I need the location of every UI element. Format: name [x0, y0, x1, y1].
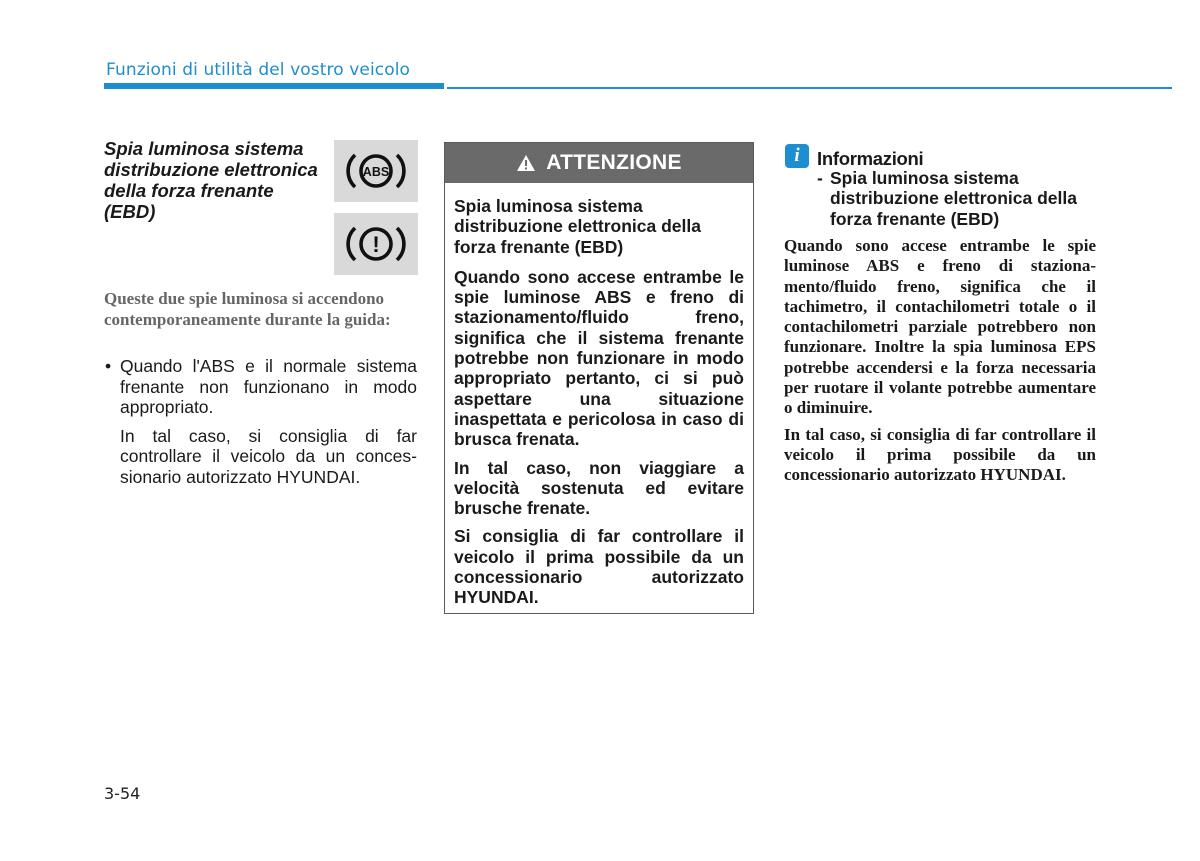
warning-body — [445, 183, 753, 608]
header-rule-thick — [104, 83, 444, 89]
info-subtitle-dash: - — [817, 168, 823, 188]
header-title: Funzioni di utilità del vostro veicolo — [106, 60, 411, 80]
brake-warning-light-icon — [334, 213, 418, 275]
brake-icon-label: ! — [372, 232, 380, 257]
info-title: Informazioni — [817, 148, 924, 169]
warning-box — [444, 142, 754, 614]
abs-warning-light-icon — [334, 140, 418, 202]
section-subheading: Spia luminosa sistema distribuzione elettronica della forza frenante (EBD) — [104, 138, 318, 222]
warning-paragraph: In tal caso, non viaggiare a velocità sostenuta ed evitare brusche frenate. — [454, 457, 744, 519]
info-subtitle — [817, 168, 1087, 229]
warning-paragraph: Quando sono accese entrambe le spie luminose ABS e freno di stazionamento/fluido freno, significa che il sistema frenante potrebbe non funzionare in modo appropriato pertanto, ci si può aspettare una situazione inaspettata e pericolosa in caso di brusca frenata. — [454, 266, 744, 450]
warning-triangle-icon — [516, 154, 536, 172]
bullet-continuation: In tal caso, si consiglia di far controllare il veicolo da un conces- sionario autorizzato HYUNDAI. — [120, 425, 417, 487]
bullet-list — [104, 356, 417, 487]
info-subtitle-text: Spia luminosa sistema distribuzione elettronica della forza frenante (EBD) — [830, 168, 1077, 229]
bullet-item: • Quando l'ABS e il normale sistema frenante non funzionano in modo appropriato. — [104, 356, 417, 418]
abs-icon-label: ABS — [362, 165, 390, 179]
intro-text: Queste due spie luminosa si accendono contemporaneamente durante la guida: — [104, 289, 391, 329]
warning-header — [445, 143, 753, 183]
info-paragraph: Quando sono accese entrambe le spie luminose ABS e freno di staziona- mento/fluido freno, significa che il tachimetro, il contachilometri totale o il contachilometri parziale potrebbero non funzionare. Inoltre la spia luminosa EPS potrebbe accendersi e la forza necessaria per ruotare il volante potrebbe aumentare o diminuire. — [784, 236, 1096, 418]
info-icon: i — [785, 144, 809, 168]
warning-heading: ATTENZIONE — [546, 151, 682, 174]
info-paragraph: In tal caso, si consiglia di far controllare il veicolo il prima possibile da un concessionario autorizzato HYUNDAI. — [784, 424, 1096, 485]
page-number: 3-54 — [104, 784, 141, 803]
warning-title: Spia luminosa sistema distribuzione elettronica della forza frenante (EBD) — [454, 196, 701, 257]
info-body — [784, 236, 1096, 492]
header-rule-thin — [447, 87, 1172, 89]
warning-paragraph: Si consiglia di far controllare il veicolo il prima possibile da un concessionario autorizzato HYUNDAI. — [454, 526, 744, 608]
